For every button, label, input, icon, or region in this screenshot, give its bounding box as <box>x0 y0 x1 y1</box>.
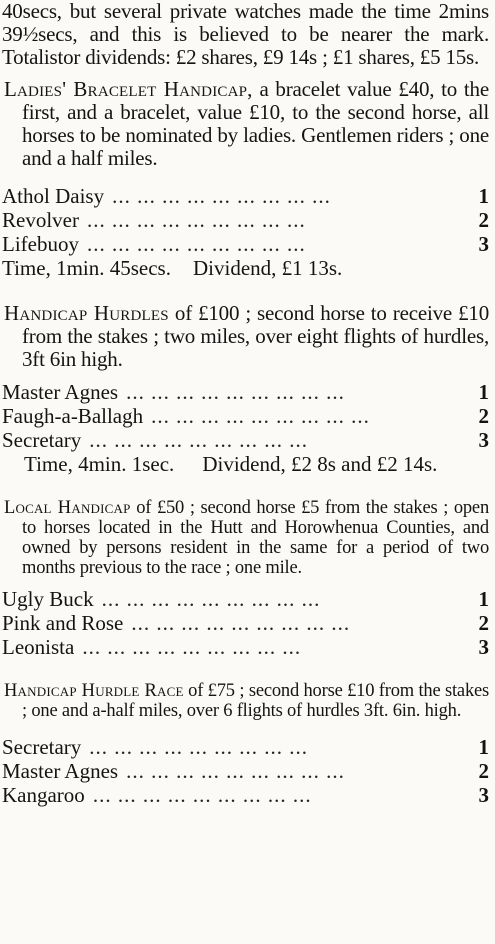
race-time-line <box>2 452 489 476</box>
leader-dots: ... ... ... ... ... ... ... ... ... <box>126 759 345 783</box>
results-list <box>2 587 489 659</box>
horse-name: Ugly Buck <box>2 587 94 611</box>
horse-name: Athol Daisy <box>2 184 105 208</box>
result-row <box>2 735 489 759</box>
horse-name: Leonista <box>2 635 75 659</box>
results-list <box>2 735 489 807</box>
race-description: of £100 ; second horse to receive £10 from the stakes ; two miles, over eight flights of hurdles, 3ft 6in high. <box>22 301 489 371</box>
placing: 2 <box>478 208 489 232</box>
race-description: of £50 ; second horse £5 from the stakes ; open to horses located in the Hutt and Horowhenua Counties, and owned by persons resident in the same for a period of two months previous to the race ; one mile. <box>22 498 489 578</box>
placing: 1 <box>478 380 489 404</box>
race-title: Handicap Hurdle Race <box>4 681 184 701</box>
placing: 1 <box>478 735 489 759</box>
placing: 2 <box>478 404 489 428</box>
leader-dots: ... ... ... ... ... ... ... ... ... <box>89 428 309 452</box>
result-row <box>2 208 489 232</box>
leader-dots: ... ... ... ... ... ... ... ... ... <box>86 208 306 232</box>
race-handicap-hurdle-race-heading <box>2 681 489 721</box>
race-dividend: Dividend, £2 8s and £2 14s. <box>202 452 438 476</box>
result-row <box>2 759 489 783</box>
placing: 1 <box>478 184 489 208</box>
leader-dots: ... ... ... ... ... ... ... ... ... <box>112 184 331 208</box>
placing: 2 <box>478 611 489 635</box>
horse-name: Master Agnes <box>2 759 119 783</box>
result-row <box>2 184 489 208</box>
result-row <box>2 380 489 404</box>
horse-name: Secretary <box>2 735 82 759</box>
race-title: Local Handicap <box>4 498 131 518</box>
race-time: Time, 1min. 45secs. <box>2 256 171 280</box>
leader-dots: ... ... ... ... ... ... ... ... ... <box>131 611 351 635</box>
leader-dots: ... ... ... ... ... ... ... ... ... <box>86 232 306 256</box>
horse-name: Lifebuoy <box>2 232 79 256</box>
horse-name: Secretary <box>2 428 82 452</box>
placing: 3 <box>478 635 489 659</box>
race-description: a bracelet value £40, to the first, and a bracelet, value £10, to the second horse, all horses to be nominated by ladies. Gentlemen riders ; one and a half miles. <box>22 77 489 170</box>
leader-dots: ... ... ... ... ... ... ... ... ... <box>126 380 345 404</box>
horse-name: Master Agnes <box>2 380 119 404</box>
race-ladies-bracelet-heading <box>2 78 489 170</box>
leader-dots: ... ... ... ... ... ... ... ... ... <box>89 735 309 759</box>
race-title: Handicap Hurdles <box>4 301 169 325</box>
placing: 1 <box>478 587 489 611</box>
result-row <box>2 404 489 428</box>
result-row <box>2 611 489 635</box>
leader-dots: ... ... ... ... ... ... ... ... ... <box>151 404 370 428</box>
race-local-handicap-heading <box>2 498 489 578</box>
leader-dots: ... ... ... ... ... ... ... ... ... <box>101 587 321 611</box>
race-dividend: Dividend, £1 13s. <box>192 256 343 280</box>
horse-name: Pink and Rose <box>2 611 124 635</box>
result-row <box>2 635 489 659</box>
result-row <box>2 428 489 452</box>
race-handicap-hurdles-heading <box>2 302 489 371</box>
placing: 2 <box>478 759 489 783</box>
horse-name: Faugh-a-Ballagh <box>2 404 144 428</box>
horse-name: Kangaroo <box>2 783 85 807</box>
placing: 3 <box>478 232 489 256</box>
placing: 3 <box>478 783 489 807</box>
result-row <box>2 783 489 807</box>
race-time: Time, 4min. 1sec. <box>24 452 175 476</box>
intro-paragraph: 40secs, but several private watches made the time 2mins 39½secs, and this is believed to be nearer the mark. Totalistor dividends: £2 shares, £9 14s ; £1 shares, £5 15s. <box>2 0 489 69</box>
placing: 3 <box>478 428 489 452</box>
leader-dots: ... ... ... ... ... ... ... ... ... <box>92 783 312 807</box>
result-row <box>2 232 489 256</box>
race-description: of £75 ; second horse £10 from the stakes ; one and a-half miles, over 6 flights of hurdles 3ft. 6in. high. <box>22 681 489 721</box>
race-title: Ladies' Bracelet Handicap, <box>4 77 253 101</box>
horse-name: Revolver <box>2 208 79 232</box>
results-list <box>2 380 489 452</box>
results-list <box>2 184 489 256</box>
result-row <box>2 587 489 611</box>
leader-dots: ... ... ... ... ... ... ... ... ... <box>82 635 302 659</box>
race-time-line <box>2 256 489 280</box>
